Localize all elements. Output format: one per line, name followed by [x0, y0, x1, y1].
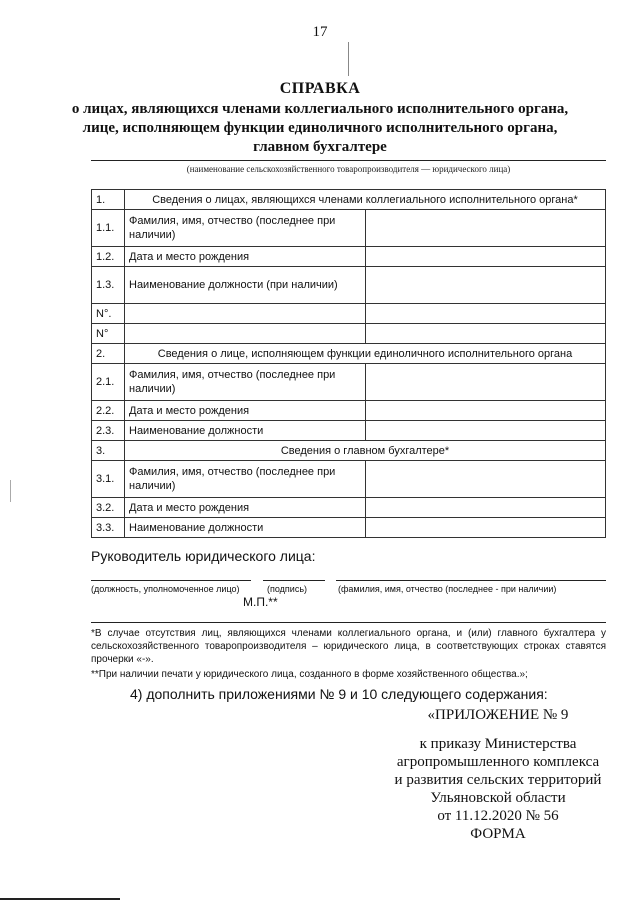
row-number: 1.3. — [92, 267, 125, 304]
appendix-ref-line-3: и развития сельских территорий — [394, 772, 602, 788]
row-number: 3.2. — [92, 498, 125, 518]
row-label: Дата и место рождения — [125, 498, 366, 518]
row-label — [125, 304, 366, 324]
value-cell[interactable] — [365, 421, 606, 441]
position-caption: (должность, уполномоченное лицо) — [91, 584, 240, 594]
org-name-line — [91, 160, 606, 161]
row-number: 2.1. — [92, 364, 125, 401]
row-label: Наименование должности (при наличии) — [125, 267, 366, 304]
position-line — [91, 580, 251, 581]
row-label: Дата и место рождения — [125, 401, 366, 421]
appendix-ref-line-5: от 11.12.2020 № 56 — [437, 808, 559, 824]
seal-placeholder: М.П.** — [243, 595, 278, 609]
row-number: 1.2. — [92, 247, 125, 267]
table-row — [92, 304, 606, 324]
table-row — [92, 210, 606, 247]
value-cell[interactable] — [365, 461, 606, 498]
value-cell[interactable] — [365, 498, 606, 518]
row-label: Дата и место рождения — [125, 247, 366, 267]
scan-mark — [10, 480, 11, 502]
section-3-title: Сведения о главном бухгалтере* — [125, 441, 606, 461]
form-label: ФОРМА — [470, 826, 526, 842]
value-cell[interactable] — [365, 518, 606, 538]
row-number: 2.2. — [92, 401, 125, 421]
doc-subtitle-line-2: лице, исполняющем функции единоличного исполнительного органа, — [82, 120, 558, 136]
row-label: Фамилия, имя, отчество (последнее при наличии) — [125, 210, 366, 247]
table-row — [92, 421, 606, 441]
section-1-row — [92, 190, 606, 210]
footnote-divider — [91, 622, 606, 623]
signature-heading: Руководитель юридического лица: — [91, 548, 316, 564]
value-cell[interactable] — [365, 247, 606, 267]
signature-line — [263, 580, 325, 581]
info-table — [91, 189, 606, 538]
row-label — [125, 324, 366, 344]
row-number: 3.1. — [92, 461, 125, 498]
section-2-num: 2. — [92, 344, 125, 364]
name-line — [336, 580, 606, 581]
value-cell[interactable] — [365, 364, 606, 401]
footnote-2: **При наличии печати у юридического лица, созданного в форме хозяйственного общества.»; — [91, 669, 528, 680]
value-cell[interactable] — [365, 304, 606, 324]
appendix-title: «ПРИЛОЖЕНИЕ № 9 — [427, 707, 569, 723]
row-number: 2.3. — [92, 421, 125, 441]
row-label: Фамилия, имя, отчество (последнее при наличии) — [125, 461, 366, 498]
section-3-num: 3. — [92, 441, 125, 461]
row-label: Наименование должности — [125, 421, 366, 441]
value-cell[interactable] — [365, 324, 606, 344]
value-cell[interactable] — [365, 267, 606, 304]
value-cell[interactable] — [365, 401, 606, 421]
table-row — [92, 364, 606, 401]
table-row — [92, 324, 606, 344]
table-row — [92, 518, 606, 538]
appendix-ref-line-1: к приказу Министерства — [419, 736, 577, 752]
row-number: N°. — [92, 304, 125, 324]
doc-subtitle-line-1: о лицах, являющихся членами коллегиального исполнительного органа, — [71, 101, 569, 117]
appendix-ref-line-4: Ульяновской области — [430, 790, 566, 806]
table-row — [92, 498, 606, 518]
footnote-1: *В случае отсутствия лиц, являющихся членами коллегиального органа, и (или) главного бухгалтера у сельскохозяйственного товаропроизводителя – юридического лица, в соответствующих строках ставятся прочерки «-». — [91, 628, 606, 665]
signature-caption: (подпись) — [267, 584, 308, 594]
row-number: 1.1. — [92, 210, 125, 247]
row-number: 3.3. — [92, 518, 125, 538]
row-label: Наименование должности — [125, 518, 366, 538]
org-name-caption: (наименование сельскохозяйственного товаропроизводителя — юридического лица) — [186, 164, 511, 174]
doc-title: СПРАВКА — [279, 80, 361, 97]
value-cell[interactable] — [365, 210, 606, 247]
section-1-num: 1. — [92, 190, 125, 210]
row-number: N° — [92, 324, 125, 344]
amendment-paragraph: 4) дополнить приложениями № 9 и 10 следующего содержания: — [130, 686, 548, 702]
bottom-left-line — [0, 898, 120, 900]
section-3-row — [92, 441, 606, 461]
table-row — [92, 267, 606, 304]
scan-mark — [348, 42, 349, 76]
appendix-ref-line-2: агропромышленного комплекса — [396, 754, 600, 770]
section-2-row — [92, 344, 606, 364]
page-number: 17 — [312, 24, 328, 40]
section-1-title: Сведения о лицах, являющихся членами коллегиального исполнительного органа* — [125, 190, 606, 210]
table-row — [92, 461, 606, 498]
row-label: Фамилия, имя, отчество (последнее при наличии) — [125, 364, 366, 401]
section-2-title: Сведения о лице, исполняющем функции единоличного исполнительного органа — [125, 344, 606, 364]
table-row — [92, 247, 606, 267]
name-caption: (фамилия, имя, отчество (последнее - при наличии) — [338, 584, 557, 594]
table-row — [92, 401, 606, 421]
doc-subtitle-line-3: главном бухгалтере — [253, 139, 387, 155]
